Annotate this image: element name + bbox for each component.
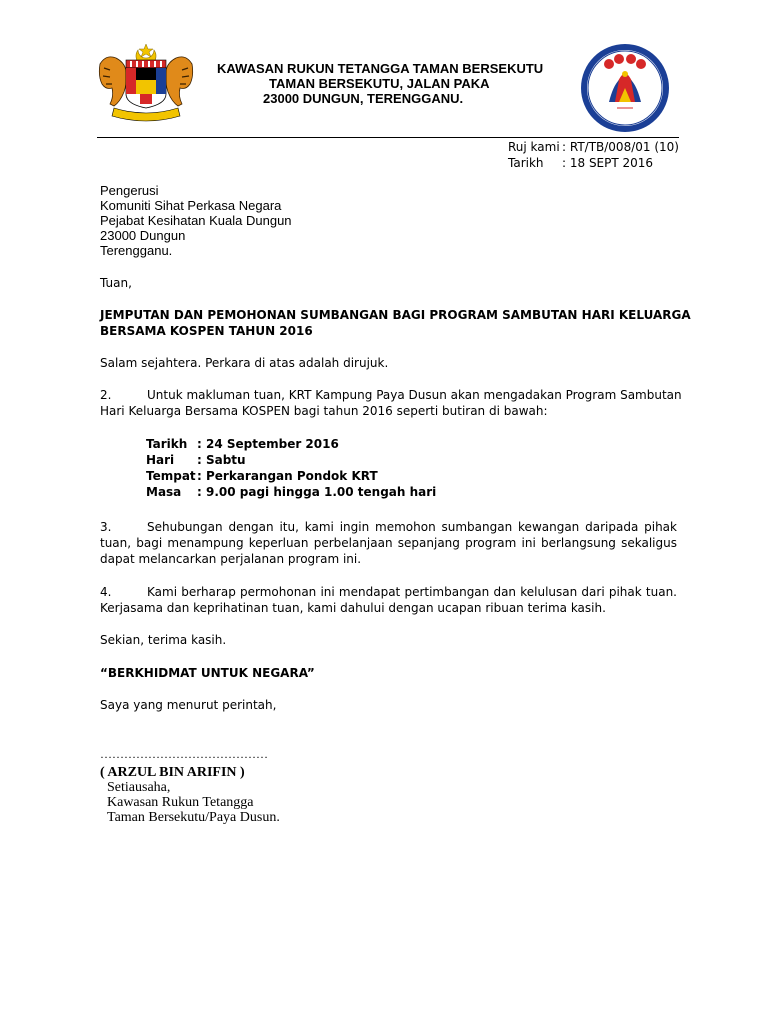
detail-row: [146, 436, 436, 452]
tarikh-value: : 18 SEPT 2016: [562, 156, 654, 170]
subject-line-2: BERSAMA KOSPEN TAHUN 2016: [100, 324, 313, 338]
paragraph-2-line-2: Hari Keluarga Bersama KOSPEN bagi tahun 2016 seperti butiran di bawah:: [100, 404, 548, 418]
ruj-label: Ruj kami: [508, 140, 560, 154]
paragraph-3: [100, 519, 677, 567]
detail-label: Masa: [146, 485, 182, 499]
opening-line: Salam sejahtera. Perkara di atas adalah dirujuk.: [100, 356, 389, 370]
letter-date: [508, 155, 653, 171]
rukun-tetangga-logo: [579, 42, 671, 134]
detail-value: : 24 September 2016: [197, 437, 339, 451]
coat-of-arms-logo: [96, 42, 196, 126]
ruj-value: : RT/TB/008/01 (10): [562, 140, 679, 154]
detail-row: [146, 452, 436, 468]
reference-number: [508, 139, 679, 155]
detail-label: Tarikh: [146, 437, 188, 451]
paragraph-text: Untuk makluman tuan, KRT Kampung Paya Dusun akan mengadakan Program Sambutan: [147, 388, 682, 402]
motto: “BERKHIDMAT UNTUK NEGARA”: [100, 666, 315, 680]
paragraph-text: Sehubungan dengan itu, kami ingin memohon sumbangan kewangan daripada pihak tuan, bagi menampung keperluan perbelanjaan sepanjang program ini berlangsung sekaligus dapat melancarkan perjalanan program ini.: [100, 520, 677, 566]
salutation: Tuan,: [100, 276, 132, 290]
subject-line-1: JEMPUTAN DAN PEMOHONAN SUMBANGAN BAGI PROGRAM SAMBUTAN HARI KELUARGA: [100, 308, 691, 322]
detail-label: Tempat: [146, 469, 196, 483]
org-address-line1: TAMAN BERSEKUTU, JALAN PAKA: [269, 76, 490, 91]
paragraph-number: 2.: [100, 388, 112, 402]
paragraph-text: Kami berharap permohonan ini mendapat pertimbangan dan kelulusan dari pihak tuan. Kerjasama dan keprihatinan tuan, kami dahului dengan ucapan ribuan terima kasih.: [100, 585, 677, 615]
recipient-address: [100, 183, 292, 258]
closing-line: Sekian, terima kasih.: [100, 633, 227, 647]
paragraph-2-line-1: [100, 387, 682, 403]
detail-row: [146, 468, 436, 484]
signature-line: ……………………………………: [100, 747, 268, 761]
recipient-line: Terengganu.: [100, 243, 173, 258]
signatory-org-line1: Kawasan Rukun Tetangga: [107, 795, 254, 810]
detail-value: : 9.00 pagi hingga 1.00 tengah hari: [197, 485, 437, 499]
detail-value: : Sabtu: [197, 453, 246, 467]
org-address-line2: 23000 DUNGUN, TERENGGANU.: [263, 91, 464, 106]
detail-value: : Perkarangan Pondok KRT: [197, 469, 378, 483]
org-name: KAWASAN RUKUN TETANGGA TAMAN BERSEKUTU: [217, 61, 544, 76]
tarikh-label: Tarikh: [508, 156, 544, 170]
paragraph-number: 4.: [100, 585, 112, 599]
recipient-line: Pengerusi: [100, 183, 159, 198]
recipient-line: 23000 Dungun: [100, 228, 186, 243]
paragraph-4: [100, 584, 677, 616]
recipient-line: Pejabat Kesihatan Kuala Dungun: [100, 213, 292, 228]
event-details: [146, 436, 436, 500]
header-divider: [97, 137, 679, 138]
paragraph-number: 3.: [100, 520, 112, 534]
signatory-title: Setiausaha,: [107, 780, 171, 795]
signatory-name: ( ARZUL BIN ARIFIN ): [100, 765, 245, 780]
signatory-org-line2: Taman Bersekutu/Paya Dusun.: [107, 810, 280, 825]
recipient-line: Komuniti Sihat Perkasa Negara: [100, 198, 282, 213]
detail-label: Hari: [146, 453, 175, 467]
detail-row: [146, 484, 436, 500]
sign-off: Saya yang menurut perintah,: [100, 698, 277, 712]
